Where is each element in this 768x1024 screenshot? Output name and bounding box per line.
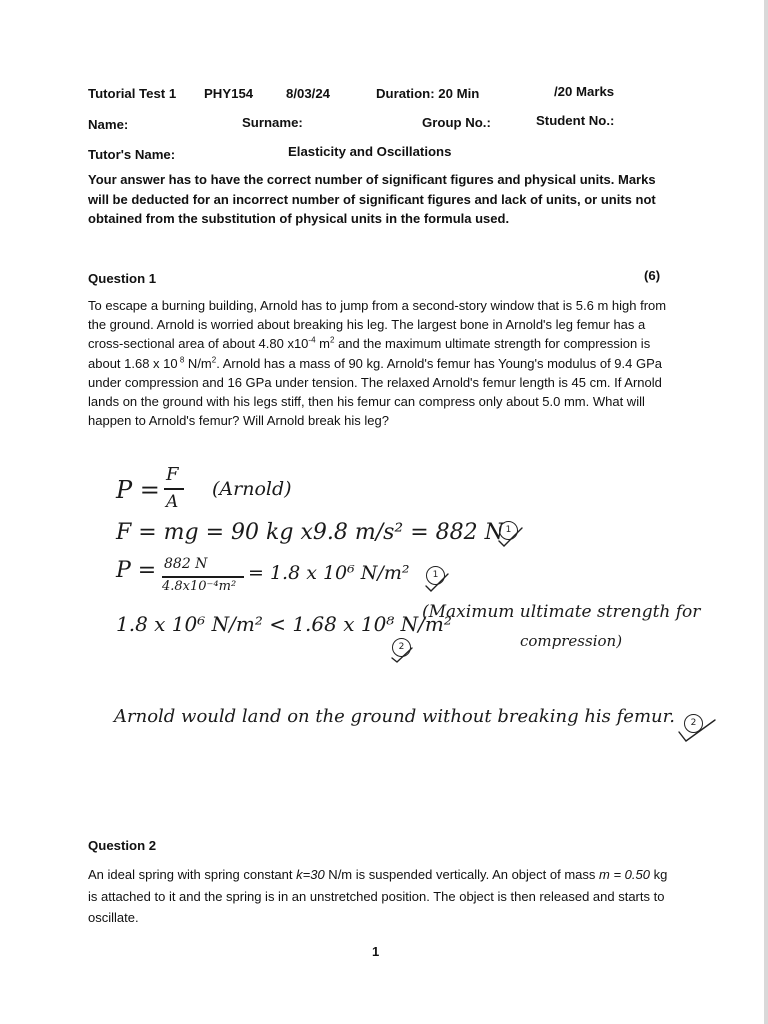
duration: Duration: 20 Min (376, 86, 480, 101)
test-title: Tutorial Test 1 (88, 86, 177, 101)
answer-line-3-numerator: 882 N (164, 556, 208, 572)
answer-line-1-eq: P = (116, 476, 160, 504)
question-1-marks: (6) (644, 268, 661, 283)
answer-line-1-denominator: A (166, 492, 179, 512)
answer-line-4: 1.8 x 10⁶ N/m² < 1.68 x 10⁸ N/m² (116, 612, 452, 636)
total-marks: /20 Marks (554, 84, 615, 99)
answer-line-1-numerator: F (166, 464, 179, 485)
mark-circle: 1 (499, 521, 518, 540)
tutor-label: Tutor's Name: (88, 147, 176, 162)
surname-label: Surname: (242, 115, 303, 130)
question-1-text: To escape a burning building, Arnold has to jump from a second-story window that is 5.6 m high from the ground. Arnold is worried about breaking his leg. The largest bone in Arnold's leg femur has a cross-sectional area of about 4.80 $x10^{-4}$ $m^2$ and the maximum ultimate strength for compression is about 1.68 x 10 $^8$ $N/m^2$. Arnold has a mass of 90 kg. Arnold's femur has Young's modulus of 9.4 GPa under compression and 16 GPa under tension. The relaxed Arnold's femur length is 45 cm. If Arnold lands on the ground with his legs stiff, then his femur can compress only about 5.0 mm. What will happen to Arnold's femur? Will Arnold break his leg? (88, 298, 667, 429)
mark-circle: 2 (392, 638, 411, 657)
mark-circle: 2 (684, 714, 703, 733)
topic-title: Elasticity and Oscillations (288, 144, 452, 159)
group-label: Group No.: (422, 115, 491, 130)
answer-line-4-note-cont: compression) (520, 632, 623, 650)
page-number: 1 (372, 944, 380, 959)
fraction-bar (162, 576, 244, 578)
test-date: 8/03/24 (286, 86, 330, 101)
answer-line-4-note: (Maximum ultimate strength for (422, 602, 701, 622)
answer-line-3-rhs: = 1.8 x 10⁶ N/m² (248, 562, 410, 584)
fraction-bar (164, 488, 184, 490)
answer-line-1-note: (Arnold) (212, 478, 292, 500)
name-label: Name: (88, 117, 129, 132)
answer-line-3-denominator: 4.8x10⁻⁴m² (162, 579, 237, 594)
instructions: Your answer has to have the correct number of significant figures and physical units. Marks will be deducted for an incorrect number of significant figures and lack of units, or units not obtained from the substitution of physical units in the formula used. (88, 172, 656, 226)
student-number-label: Student No.: (536, 113, 615, 128)
answer-line-2: F = mg = 90 kg x9.8 m/s² = 882 N (116, 520, 504, 545)
course-code: PHY154 (204, 86, 254, 101)
question-2-title: Question 2 (88, 838, 157, 853)
question-1-title: Question 1 (88, 271, 157, 286)
question-2-text: An ideal spring with spring constant k=30 N/m is suspended vertically. An object of mass m = 0.50 kg is attached to it and the spring is in an unstretched position. The object is then released and starts to oscillate. (88, 867, 668, 925)
answer-line-3-lhs: P = (116, 558, 157, 583)
mark-circle: 1 (426, 566, 445, 585)
answer-conclusion: Arnold would land on the ground without breaking his femur. (114, 706, 675, 727)
scan-edge (764, 0, 768, 1024)
